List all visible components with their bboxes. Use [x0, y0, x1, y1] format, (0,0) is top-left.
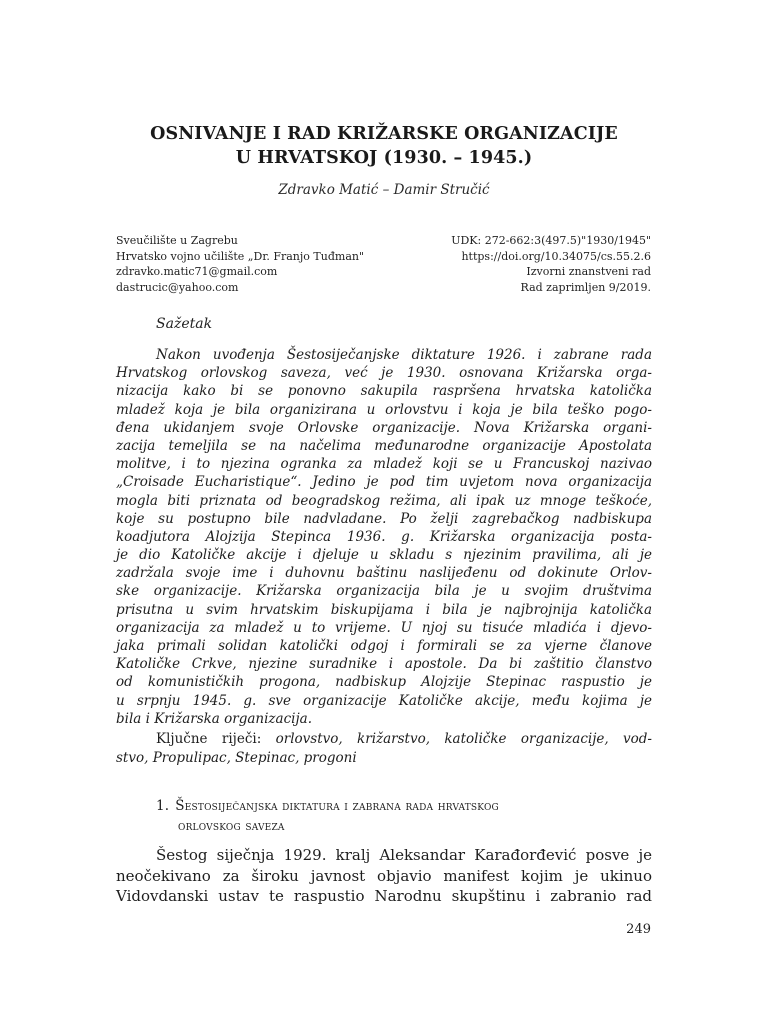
section-number: 1.: [156, 798, 170, 814]
article-metadata-block: [451, 233, 651, 295]
article-type: Izvorni znanstveni rad: [526, 265, 651, 278]
abstract-text: [116, 346, 652, 728]
author-email-1: zdravko.matic71@gmail.com: [116, 265, 278, 278]
title-line-2: U HRVATSKOJ (1930. – 1945.): [235, 148, 533, 168]
abstract-line: mogla biti priznata od beogradskog režima, ali ipak uz mnoge teškoće,: [116, 492, 652, 509]
article-authors: Zdravko Matić – Damir Stručić: [278, 182, 490, 198]
abstract-line: koadjutora Alojzija Stepinca 1936. g. Križarska organizacija posta-: [116, 528, 652, 545]
abstract-line: „Croisade Eucharistique“. Jedino je pod tim uvjetom nova organizacija: [116, 474, 652, 491]
keywords-line-2: [116, 749, 652, 768]
section-heading: [156, 796, 499, 836]
abstract-line: u srpnju 1945. g. sve organizacije Katoličke akcije, među kojima je: [116, 692, 652, 709]
title-line-1: OSNIVANJE I RAD KRIŽARSKE ORGANIZACIJE: [150, 124, 618, 144]
abstract-line: mladež koja je bila organizirana u orlovstvu i koja je bila teško pogo-: [116, 401, 652, 418]
keywords-values: orlovstvo, križarstvo, katoličke organizacije, vod-: [275, 731, 652, 747]
body-line: neočekivano za široku javnost objavio manifest kojim je ukinuo: [116, 866, 652, 885]
affiliation-university: Sveučilište u Zagrebu: [116, 234, 238, 247]
body-line: Šestog siječnja 1929. kralj Aleksandar Karađorđević posve je: [156, 846, 652, 864]
received-date: Rad zaprimljen 9/2019.: [520, 280, 651, 294]
abstract-line: nizacija kako bi se ponovno sakupila raspršena hrvatska katolička: [116, 383, 652, 400]
keywords-line-1: [116, 730, 652, 749]
abstract-line: od komunističkih progona, nadbiskup Alojzije Stepinac raspustio je: [116, 674, 652, 691]
abstract-line: molitve, i to njezina ogranka za mladež koji se u Francuskoj nazivao: [116, 456, 652, 473]
abstract-line: prisutna u svim hrvatskim biskupijama i bila je najbrojnija katolička: [116, 601, 652, 618]
keywords-values: stvo, Propulipac, Stepinac, progoni: [116, 750, 357, 766]
abstract-line: zacija temeljila se na načelima međunarodne organizacije Apostolata: [116, 437, 652, 454]
udk-code: UDK: 272-662:3(497.5)"1930/1945": [451, 234, 651, 247]
keywords-block: [116, 730, 652, 768]
abstract-line: zadržala svoje ime i duhovnu baštinu naslijeđenu od dokinute Orlov-: [116, 565, 652, 582]
abstract-line: jaka primali solidan katolički odgoj i formirali se za vjerne članove: [116, 638, 652, 654]
affiliation-block: [116, 233, 364, 295]
section-title-line-1: Šestosiječanjska diktatura i zabrana rada hrvatskog: [175, 798, 499, 814]
author-email-2: dastrucic@yahoo.com: [116, 280, 239, 294]
abstract-heading: Sažetak: [156, 316, 213, 332]
abstract-line: Nakon uvođenja Šestosiječanjske diktature 1926. i zabrane rada: [156, 347, 652, 363]
abstract-line: Katoličke Crkve, njezine suradnike i apostole. Da bi zaštitio članstvo: [116, 656, 652, 673]
section-title-line-2: orlovskog saveza: [178, 818, 285, 834]
page-number: 249: [626, 922, 651, 937]
affiliation-institution: Hrvatsko vojno učilište „Dr. Franjo Tuđman": [116, 249, 365, 263]
abstract-line: je dio Katoličke akcije i djeluje u skladu s njezinim pravilima, ali je: [116, 547, 652, 564]
abstract-line: ske organizacije. Križarska organizacija bila je u svojim društvima: [116, 583, 652, 600]
body-paragraph: [116, 845, 652, 907]
abstract-line: koje su postupno bile nadvladane. Po želji zagrebačkog nadbiskupa: [116, 510, 652, 527]
abstract-line: đena ukidanjem svoje Orlovske organizacije. Nova Križarska organi-: [116, 419, 652, 436]
abstract-line: bila i Križarska organizacija.: [116, 710, 312, 727]
keywords-label: Ključne riječi:: [156, 731, 262, 747]
doi-link: https://doi.org/10.34075/cs.55.2.6: [461, 249, 651, 263]
body-line: Vidovdanski ustav te raspustio Narodnu skupštinu i zabranio rad: [116, 887, 652, 905]
abstract-line: Hrvatskog orlovskog saveza, već je 1930. osnovana Križarska orga-: [116, 365, 652, 382]
article-title: [0, 122, 768, 170]
abstract-line: organizacija za mladež u to vrijeme. U njoj su tisuće mladića i djevo-: [116, 619, 652, 636]
